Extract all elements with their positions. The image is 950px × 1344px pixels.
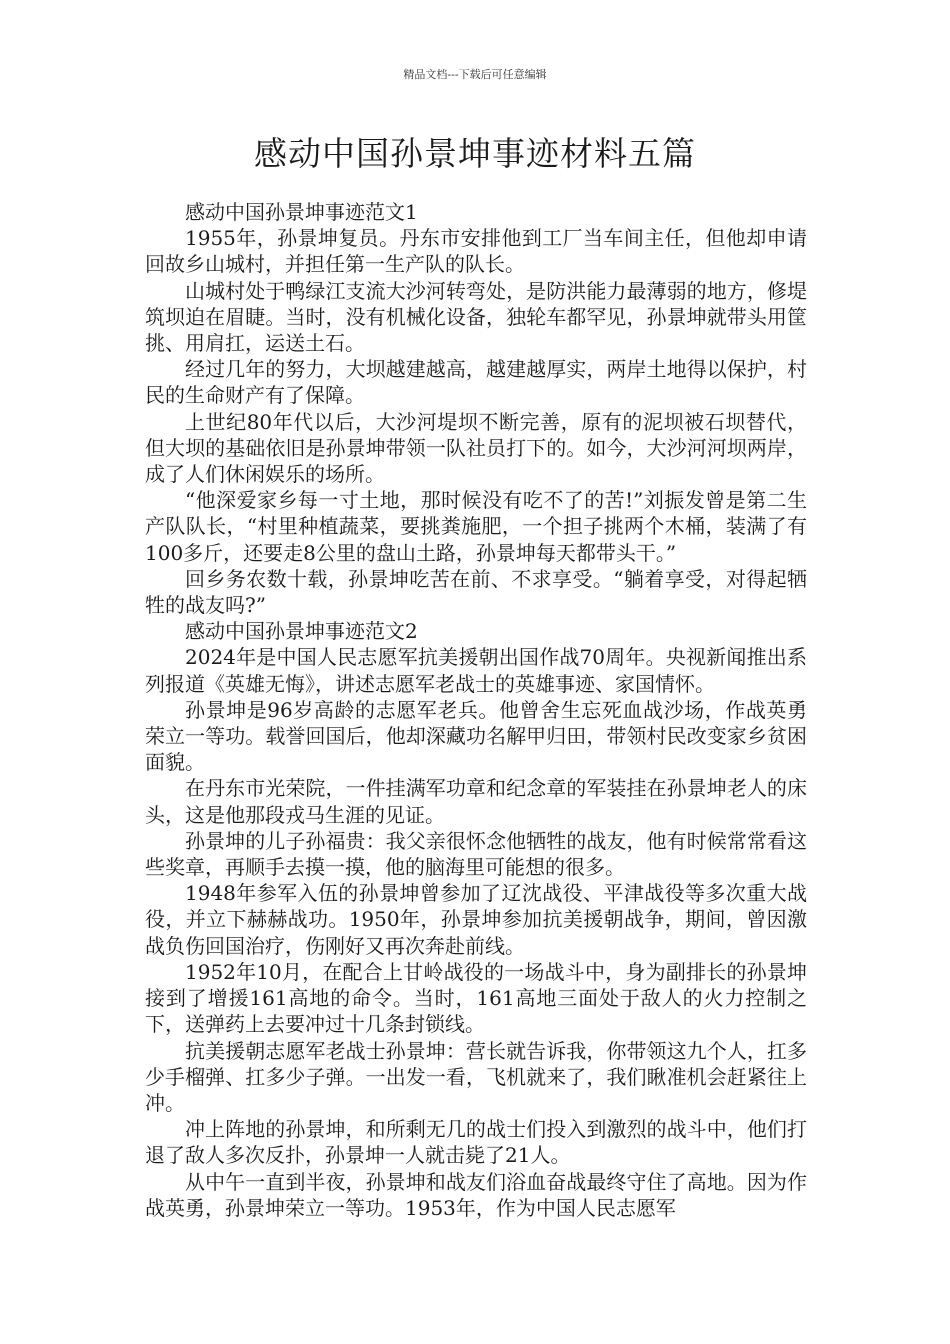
paragraph: 抗美援朝志愿军老战士孙景坤：营长就告诉我，你带领这九个人，扛多少手榴弹、扛多少子弹。一出发一看，飞机就来了，我们瞅准机会赶紧往上冲。	[145, 1038, 807, 1115]
paragraph: “他深爱家乡每一寸土地，那时候没有吃不了的苦!”刘振发曾是第二生产队队长，“村里种植蔬菜，要挑粪施肥，一个担子挑两个木桶，装满了有100多斤，还要走8公里的盘山土路，孙景坤每天都带头干。”	[145, 488, 807, 565]
paragraph: 1952年10月，在配合上甘岭战役的一场战斗中，身为副排长的孙景坤接到了增援161高地的命令。当时，161高地三面处于敌人的火力控制之下，送弹药上去要冲过十几条封锁线。	[145, 959, 807, 1037]
paragraph: 2024年是中国人民志愿军抗美援朝出国作战70周年。央视新闻推出系列报道《英雄无悔》，讲述志愿军老战士的英雄事迹、家国情怀。	[145, 645, 807, 696]
paragraph: 经过几年的努力，大坝越建越高，越建越厚实，两岸土地得以保护，村民的生命财产有了保障。	[145, 357, 807, 408]
header-note: 精品文档---下载后可任意编辑	[403, 68, 547, 81]
paragraph: 上世纪80年代以后，大沙河堤坝不断完善，原有的泥坝被石坝替代，但大坝的基础依旧是孙景坤带领一队社员打下的。如今，大沙河河坝两岸，成了人们休闲娱乐的场所。	[145, 409, 807, 487]
paragraph: 1955年，孙景坤复员。丹东市安排他到工厂当车间主任，但他却申请回故乡山城村，并担任第一生产队的队长。	[145, 226, 807, 277]
paragraph: 山城村处于鸭绿江支流大沙河转弯处，是防洪能力最薄弱的地方，修堤筑坝迫在眉睫。当时，没有机械化设备，独轮车都罕见，孙景坤就带头用筐挑、用肩扛，运送土石。	[145, 278, 807, 356]
paragraph: 从中午一直到半夜，孙景坤和战友们浴血奋战最终守住了高地。因为作战英勇，孙景坤荣立一等功。1953年，作为中国人民志愿军	[145, 1169, 807, 1220]
section-heading: 感动中国孙景坤事迹范文2	[185, 619, 418, 644]
paragraph: 在丹东市光荣院，一件挂满军功章和纪念章的军装挂在孙景坤老人的床头，这是他那段戎马生涯的见证。	[145, 776, 807, 827]
paragraph: 1948年参军入伍的孙景坤曾参加了辽沈战役、平津战役等多次重大战役，并立下赫赫战功。1950年，孙景坤参加抗美援朝战争，期间，曾因激战负伤回国治疗，伤刚好又再次奔赴前线。	[145, 881, 807, 958]
paragraph: 孙景坤是96岁高龄的志愿军老兵。他曾舍生忘死血战沙场，作战英勇荣立一等功。载誉回国后，他却深藏功名解甲归田，带领村民改变家乡贫困面貌。	[145, 697, 807, 775]
document-title: 感动中国孙景坤事迹材料五篇	[254, 134, 696, 173]
section-heading: 感动中国孙景坤事迹范文1	[185, 200, 418, 224]
paragraph: 冲上阵地的孙景坤，和所剩无几的战士们投入到激烈的战斗中，他们打退了敌人多次反扑，孙景坤一人就击毙了21人。	[145, 1117, 807, 1168]
paragraph: 孙景坤的儿子孙福贵：我父亲很怀念他牺牲的战友，他有时候常常看这些奖章，再顺手去摸一摸，他的脑海里可能想的很多。	[145, 828, 807, 880]
document-body	[145, 199, 807, 1221]
paragraph: 回乡务农数十载，孙景坤吃苦在前、不求享受。“躺着享受，对得起牺牲的战友吗?”	[145, 566, 807, 618]
